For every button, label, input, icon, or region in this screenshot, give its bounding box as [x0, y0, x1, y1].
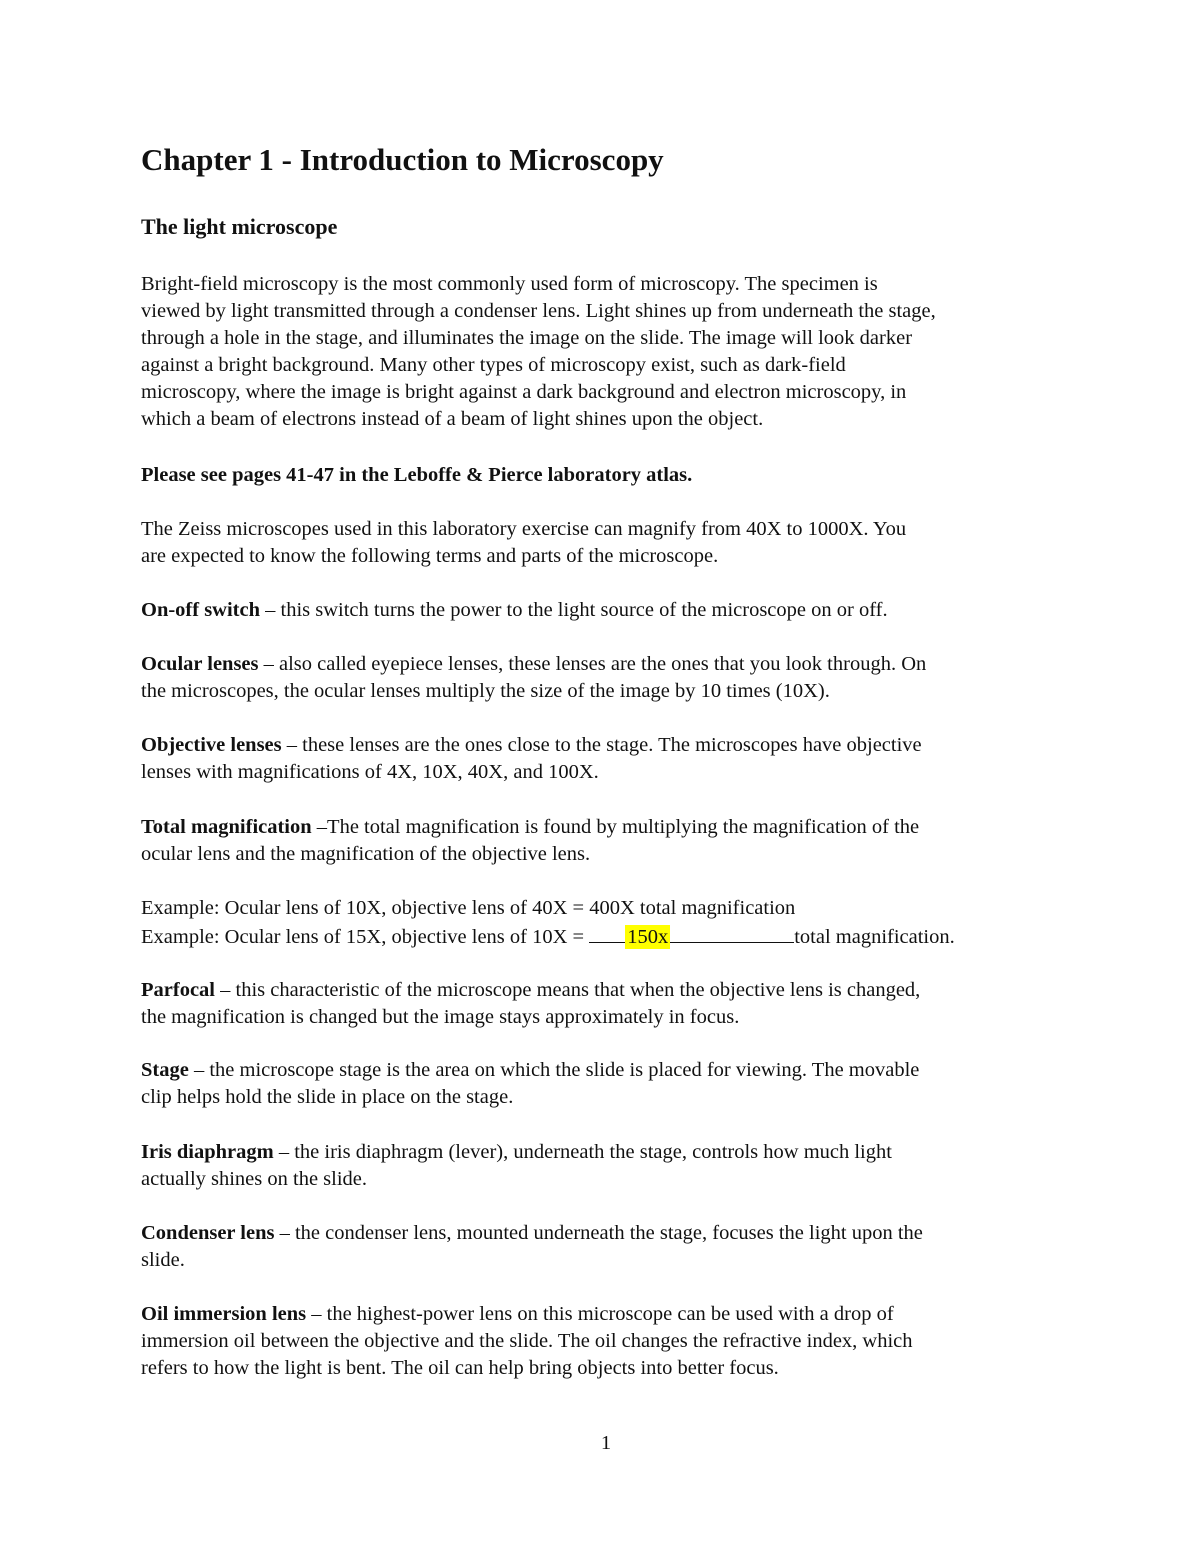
term-parfocal: Parfocal — [141, 979, 215, 1001]
definition-text: the microscopes, the ocular lenses multiply the size of the image by 10 times (10X). — [141, 680, 830, 702]
answer-blank-right — [670, 922, 794, 943]
definition-objective — [141, 732, 1071, 786]
term-onoff-switch: On-off switch — [141, 599, 261, 621]
definition-text: – also called eyepiece lenses, these lenses are the ones that you look through. On — [258, 653, 927, 675]
definition-text: – this characteristic of the microscope means that when the objective lens is changed, — [215, 979, 921, 1001]
definition-text: lenses with magnifications of 4X, 10X, 40X, and 100X. — [141, 761, 599, 783]
definition-text: refers to how the light is bent. The oil can help bring objects into better focus. — [141, 1357, 779, 1379]
term-ocular-lenses: Ocular lenses — [141, 653, 259, 675]
intro-paragraph — [141, 271, 1071, 433]
definition-text: – this switch turns the power to the light source of the microscope on or off. — [260, 599, 888, 621]
zeiss-line: are expected to know the following terms and parts of the microscope. — [141, 545, 719, 567]
definition-text: – the highest-power lens on this microscope can be used with a drop of — [306, 1303, 894, 1325]
definition-text: clip helps hold the slide in place on the stage. — [141, 1086, 514, 1108]
zeiss-line: The Zeiss microscopes used in this laboratory exercise can magnify from 40X to 1000X. You — [141, 518, 907, 540]
zeiss-paragraph — [141, 516, 1071, 570]
answer-blank-left — [589, 922, 625, 943]
example-line: Example: Ocular lens of 10X, objective lens of 40X = 400X total magnification — [141, 897, 796, 919]
intro-line: which a beam of electrons instead of a beam of light shines upon the object. — [141, 408, 764, 430]
chapter-title: Chapter 1 - Introduction to Microscopy — [141, 142, 664, 177]
definition-oil-immersion-lens — [141, 1301, 1071, 1382]
definition-text: immersion oil between the objective and the slide. The oil changes the refractive index, which — [141, 1330, 913, 1352]
intro-line: viewed by light transmitted through a condenser lens. Light shines up from underneath the stage, — [141, 300, 936, 322]
term-objective-lenses: Objective lenses — [141, 734, 282, 756]
page-number: 1 — [600, 1432, 612, 1454]
definition-total-magnification — [141, 814, 1071, 868]
example-line-with-blank: Example: Ocular lens of 15X, objective lens of 10X = 150x total magnification. — [141, 922, 1071, 951]
definition-text: –The total magnification is found by multiplying the magnification of the — [311, 816, 920, 838]
term-stage: Stage — [141, 1059, 189, 1081]
examples — [141, 895, 1071, 951]
section-title: The light microscope — [141, 214, 338, 239]
definition-text: ocular lens and the magnification of the objective lens. — [141, 843, 591, 865]
intro-line: Bright-field microscopy is the most commonly used form of microscopy. The specimen is — [141, 273, 878, 295]
definition-text: – the condenser lens, mounted underneath the stage, focuses the light upon the — [274, 1222, 923, 1244]
definition-parfocal — [141, 977, 1071, 1031]
definition-ocular — [141, 651, 1071, 705]
definition-text: slide. — [141, 1249, 185, 1271]
answer-highlight: 150x — [627, 926, 669, 948]
definition-text: – the iris diaphragm (lever), underneath the stage, controls how much light — [273, 1141, 892, 1163]
intro-line: microscopy, where the image is bright against a dark background and electron microscopy, in — [141, 381, 907, 403]
atlas-note-text: Please see pages 41-47 in the Leboffe & Pierce laboratory atlas. — [141, 464, 693, 486]
definition-text: – the microscope stage is the area on which the slide is placed for viewing. The movable — [188, 1059, 920, 1081]
term-condenser-lens: Condenser lens — [141, 1222, 275, 1244]
term-iris-diaphragm: Iris diaphragm — [141, 1141, 274, 1163]
definition-condenser-lens — [141, 1220, 1071, 1274]
intro-line: through a hole in the stage, and illuminates the image on the slide. The image will look darker — [141, 327, 913, 349]
atlas-note — [141, 462, 1071, 489]
definition-stage — [141, 1057, 1071, 1111]
term-total-magnification: Total magnification — [141, 816, 312, 838]
definition-text: the magnification is changed but the image stays approximately in focus. — [141, 1006, 740, 1028]
definition-text: – these lenses are the ones close to the stage. The microscopes have objective — [281, 734, 922, 756]
definition-iris-diaphragm — [141, 1139, 1071, 1193]
term-oil-immersion-lens: Oil immersion lens — [141, 1303, 307, 1325]
intro-line: against a bright background. Many other types of microscopy exist, such as dark-field — [141, 354, 846, 376]
definition-onoff — [141, 597, 1071, 624]
definition-text: actually shines on the slide. — [141, 1168, 368, 1190]
